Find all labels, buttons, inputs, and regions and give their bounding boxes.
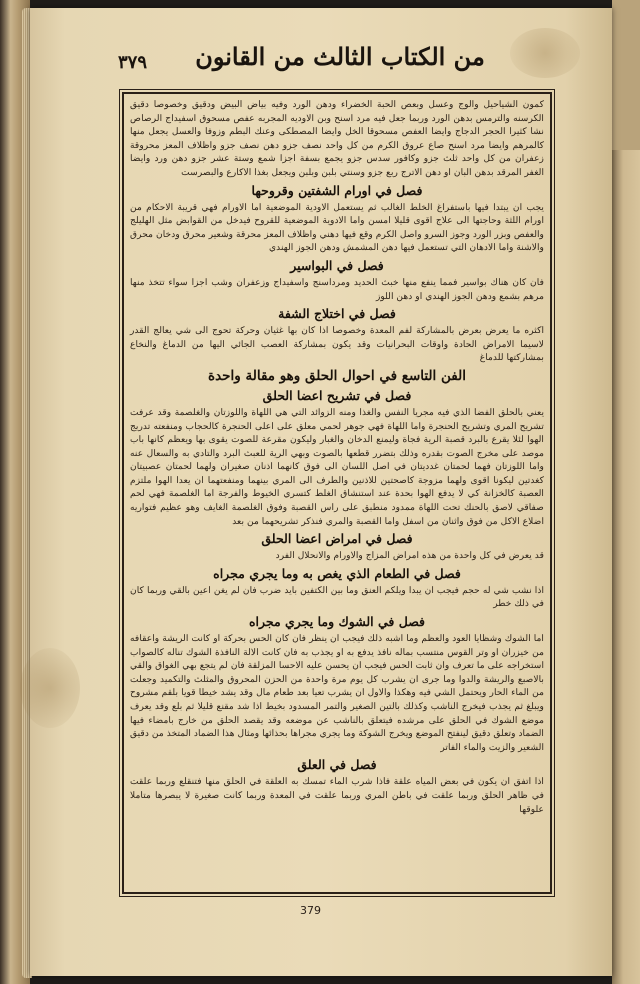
stain — [20, 648, 80, 728]
running-title: من الكتاب الثالث من القانون — [195, 42, 485, 71]
page-header — [130, 42, 550, 86]
section-heading: فصل في الشوك وما يجري مجراه — [248, 614, 426, 630]
section-heading: فصل في اورام الشفتين وقروحها — [251, 182, 423, 198]
body-paragraph: اكثره ما يعرض بعرض بالمشاركة لفم المعدة وخصوصا اذا كان بها غثيان وحركة تحوج الى شي يعالج القدر لاسيما الامراض الحادة واوقات البحرانيات وقد يكون بمشاركة العصب الجائي اليها من الدماغ والنخاع بمشاركتها للدماغ — [130, 325, 544, 364]
facing-page-edge — [612, 150, 640, 984]
facing-page-top — [612, 0, 640, 150]
section-heading: فصل في اختلاج الشفة — [278, 306, 396, 322]
body-paragraph: يعني بالحلق الفضا الذي فيه مجريا النفس والغذا ومنه الزوائد التي هي اللهاة واللوزتان والغلصمة وقد عرفت تشريح المري وتشريح الحنجرة واما اللهاة فهي جوهر لحمي معلق على اعلى الحنجرة كالحجاب ومنفعته تدريج الهوا لئلا يقرع بالبرد قصبة الرية فجاة وليمنع الدخان والغبار وليكون مقرعة للصوت يقوى بها ويعظم كانها باب موصد على مخرج الصوت بقدره وذلك بتضرر قطعها بالصوت وبهي الرية للعبث البرد والتادي به والسعال عنه واما اللوزتان فهما لحمتان غدديتان في اصل اللسان الى فوق كانهما اذنان صغيران ولهما لحمتان عصبيتان كغدتين ليكونا اقوى ولهما مزوجة كاصحتين للاذنين والطرف الى المري بينهما ومنفعتهما ان يعدا الهوا ملتزم العصبة كالخزانة كي لا يدفع الهوا بحدة عند استنشاق الغلط كتسري الخيوط والفرجة اما الغلصمة فهي لحم صفاقي لاصق بالحنك تحت اللهاة ممدود منطبق على راس القصبة وفوق الغلصمة الغايف وهو عظيم فتواريه اضلاع الاكل من فوق واثنان من اسفل واما القصبة والمري فنذكر تشريحهما من بعد — [130, 406, 544, 527]
section-heading: فصل في العلق — [297, 757, 377, 773]
section-heading: فصل في الطعام الذي يغص به وما يجري مجراه — [213, 565, 461, 581]
page-number-footer: 379 — [300, 904, 321, 917]
section-heading: فصل في امراض اعضا الحلق — [261, 531, 413, 547]
body-paragraph: قد يعرض في كل واحدة من هذه امراض المزاج والاورام والانحلال الفرد — [275, 550, 544, 562]
section-heading: فصل في تشريح اعضا الحلق — [262, 387, 412, 403]
section-heading: فصل في البواسير — [290, 257, 384, 273]
body-paragraph: يجب ان يبتدا فيها باستفراغ الخلط الغالب ثم يستعمل الاودية الموضعية اما الاورام فهي قريبة الاحكام من اورام اللثة وحاجتها الى علاج اقوى قليلا امسن واما الادوية الموضعية للقروح فيدخل من القوابض مثل الهليلج والعفص وبزر الورد وجوز السرو واصل الكرم وقع فيها دهني واظلاف المعز محرقة وشعير محرق ودخان محرق والاشنة واما الادهان التي تستعمل فيها دهن المشمش ودهن الجوز الهندي — [130, 201, 544, 254]
body-paragraph: اذا نشب شي له حجم فيجب ان يبدا ويلكم العنق وما بين الكتفين بايد ضرب فان لم يغن اعين بالقي وربما كان في ذلك خطر — [130, 584, 544, 610]
body-paragraph: فان كان هناك بواسير فمما ينفع منها خبث الحديد ومرداسنج واسفيداج وزعفران وشب اجزا سواء تتخذ منها مرهم بشمع ودهن الجوز الهندي او دهن اللوز — [130, 276, 544, 302]
text-frame — [122, 92, 552, 894]
page-number-arabic: ٣٧٩ — [118, 52, 148, 73]
body-paragraph: اما الشوك وشظايا العود والعظم وما اشبه ذلك فيجب ان ينظر فان كان الحس بحركة او كانت الريشة واعقافه من خيزران او وتر القوس منتسب بماله نافذ يدفع به او يجذب به فان كانت الالة النافذة الشوك تناله كالصواب استخراجه على ما تعرف وان ثابت الحس فيجب ان يحسن عليه الاحسا المزلقة فان لم يتجع بهي الغواق والقي بالاصبع والريشة والدوا وما جرى ان يشرب كل يوم مرة واحدة من الحزن المحروق والمثلث والتكميد وجعلت من الماء الحار ويحتمل الشي فيه وهكذا والاول ان يشرب تعيا بعد طعام مال وقد يشد خيطا قويا بلقم مشروح ويبلغ ثم يجذب فيخرج الناشب وكذلك بالتين الصغير والتمر المسدود بخيط اذا شد مقنع قليلا ثم بلع وقد يعرف موضع الشوك في الحلق على مرشده فيتعلق بالناشب عن موضعه وقد يقصد الحلق من خارج بامضاء فيها الضماد وتعلق دقيق لينفتح الموضع ويخرج الشوكة وما يجري مجراها بحذائها ومثال هذا الضماد المتخذ من دقيق الشعير والزيت والماء الفاتر — [130, 633, 544, 753]
section-heading: الفن التاسع في احوال الحلق وهو مقالة واحدة — [208, 367, 466, 384]
body-paragraph: اذا اتفق ان يكون في بعض المياه علقة فاذا شرب الماء تمسك به العلقة في الحلق منها فتنقلع وربما علقت في ظاهر الحلق وربما علقت في باطن المري وربما علقت في المعدة وربما كانت صغيرة لا يبصرها متاملا علوقها — [130, 776, 544, 815]
body-paragraph: كمون الشياحيل والوج وعسل وبعص الحبة الخضراء ودهن الورد وفيه بياض البيض ودقيق وخصوصا دقيق الكرسنه والترمس بدهن الورد وربما جعل فيه مرد اسنح وبن الاوديه المجربه عفص مسحوق اسفيداج الرصاص نشا كثيرا الحجر الدجاج وايضا العفص مسحوقا الخل وايضا المصطكى وعنك البطم وزوفا والعسل يجعل منها كالمرهم وايضا مرد اسنح صاع عروق الكرم من كل واحد نصف جزو دهن نصف جزو واظلاف المعز محروقة زعفران من كل واحد ثلث جزو وكافور سدس جزو يجمع بسفة اجزا شمع وستة عشر جزو دهن ورد وايضا الغفر المرقد بدهن البان او دهن الاترج ربع جزو وسنتي بلبن وبلبن ويجعل بغذا الاكارع والبصرست — [130, 99, 544, 178]
